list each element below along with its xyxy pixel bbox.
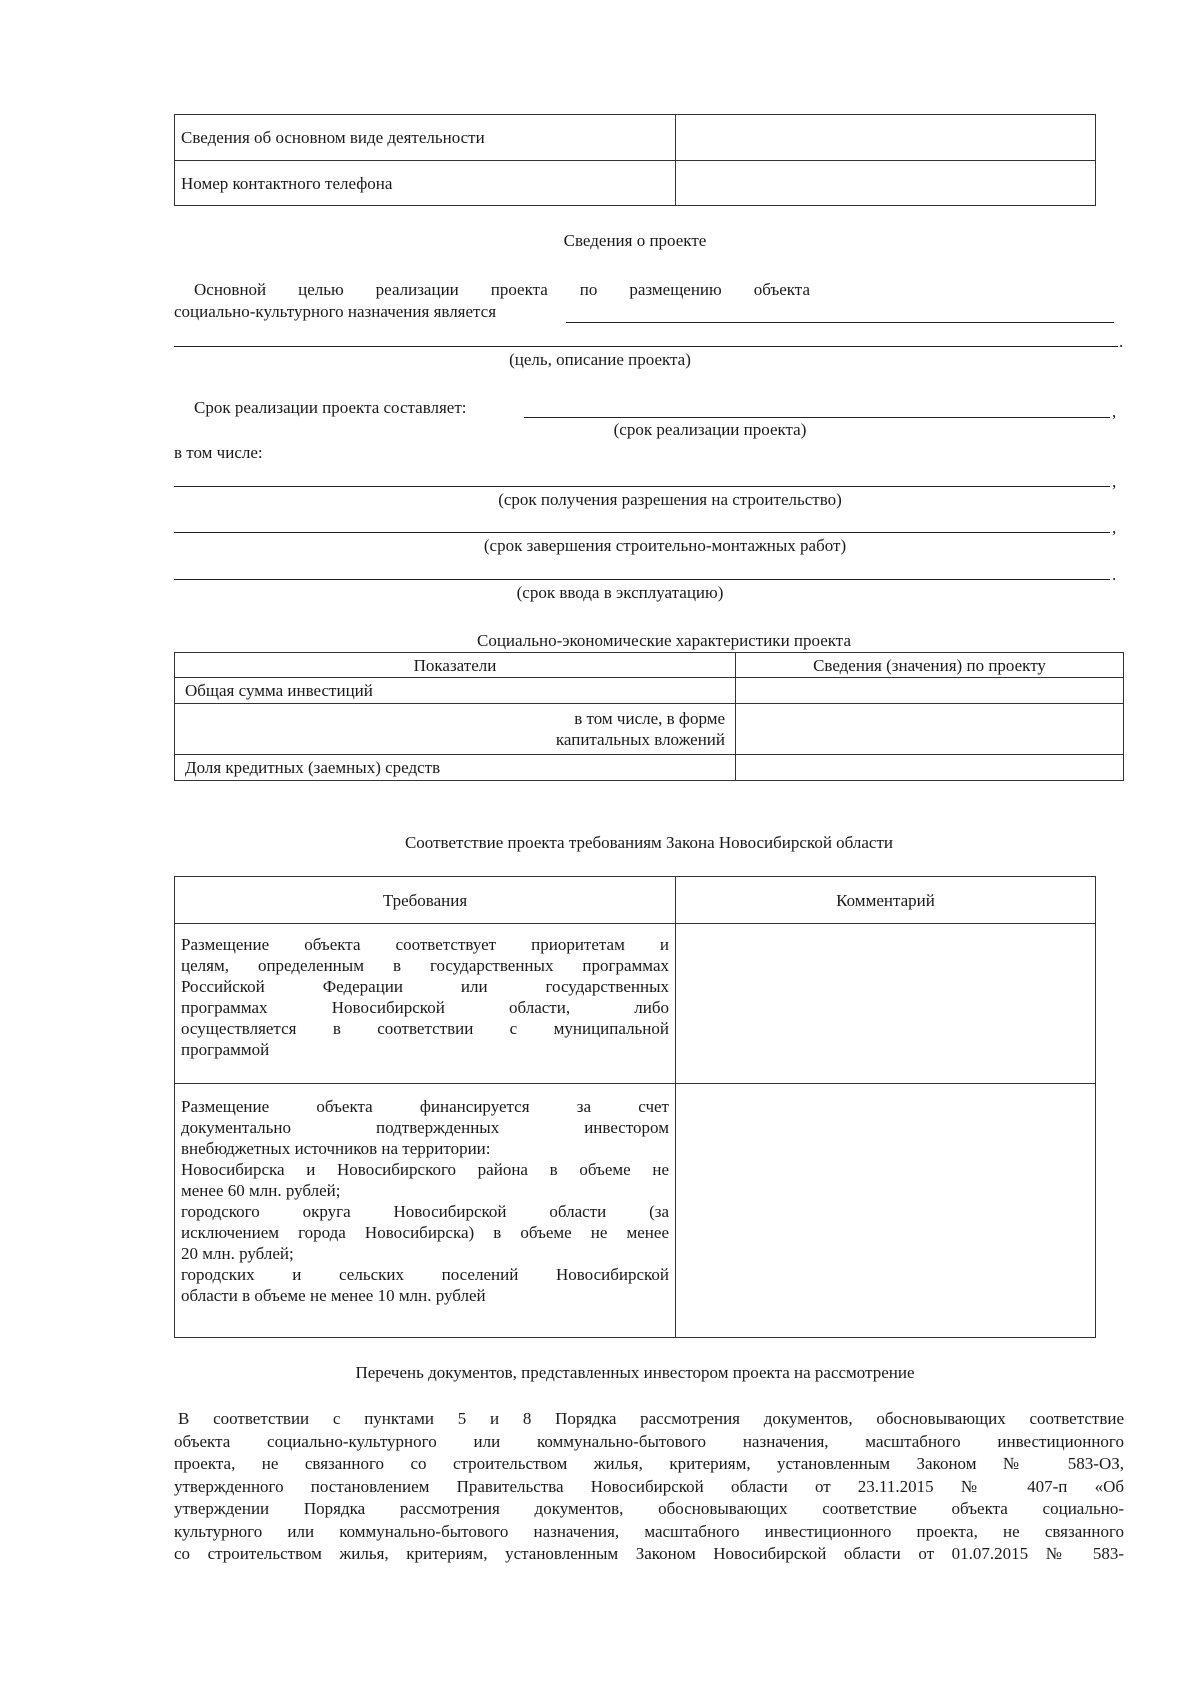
- permit-comma: ,: [1112, 472, 1117, 491]
- permit-caption: (срок получения разрешения на строительство): [498, 490, 842, 509]
- term-caption: (срок реализации проекта): [613, 420, 807, 439]
- documents-line: со строительством жилья, критериям, установленным Законом Новосибирской области от 01.07.2015 № 583-: [174, 1544, 1124, 1563]
- construction-caption: (срок завершения строительно-монтажных работ): [483, 536, 847, 555]
- goal-line2: социально-культурного назначения является: [174, 302, 497, 321]
- socio-row-investments: Общая сумма инвестиций: [175, 678, 736, 704]
- compliance-header-requirements: Требования: [175, 877, 676, 924]
- compliance-header-comment: Комментарий: [676, 877, 1096, 924]
- socio-row-capital-line1: в том числе, в форме: [574, 709, 725, 728]
- commissioning-input-line[interactable]: [174, 579, 1110, 580]
- req2-line: городского округа Новосибирской области (за: [181, 1202, 669, 1221]
- compliance-table-title: Соответствие проекта требованиям Закона Новосибирской области: [404, 833, 894, 852]
- req1-line: целям, определенным в государственных программах: [181, 956, 669, 975]
- socio-row-capital-line2: капитальных вложений: [555, 730, 725, 749]
- req2-line: внебюджетных источников на территории:: [181, 1139, 491, 1158]
- documents-line: проекта, не связанного со строительством жилья, критериям, установленным Законом № 583-ОЗ,: [174, 1454, 1124, 1473]
- activity-value-cell[interactable]: [676, 115, 1096, 161]
- documents-line: культурного или коммунально-бытового назначения, масштабного инвестиционного проекта, не связанного: [174, 1521, 1124, 1541]
- socio-value-credit[interactable]: [736, 755, 1124, 781]
- construction-comma: ,: [1112, 518, 1117, 537]
- documents-title: Перечень документов, представленных инвестором проекта на рассмотрение: [355, 1363, 915, 1382]
- req1-line: Российской Федерации или государственных: [181, 977, 669, 996]
- activity-label: Сведения об основном виде деятельности: [175, 115, 676, 161]
- phone-label: Номер контактного телефона: [175, 161, 676, 206]
- term-comma: ,: [1112, 402, 1117, 421]
- socio-table-title: Социально-экономические характеристики проекта: [477, 631, 851, 650]
- goal-input-line1[interactable]: [566, 322, 1114, 323]
- req1-line: Размещение объекта соответствует приоритетам и: [181, 935, 669, 954]
- req2-line: Новосибирска и Новосибирского района в объеме не: [181, 1160, 669, 1179]
- documents-line: объекта социально-культурного или коммунально-бытового назначения, масштабного инвестиционного: [174, 1431, 1124, 1451]
- requirement-financing: [175, 1084, 676, 1338]
- req2-line: области в объеме не менее 10 млн. рублей: [181, 1286, 486, 1305]
- permit-input-line[interactable]: [174, 486, 1110, 487]
- goal-line1: Основной целью реализации проекта по размещению объекта: [194, 280, 810, 299]
- requirement-priorities: [175, 924, 676, 1084]
- socio-value-investments[interactable]: [736, 678, 1124, 704]
- req1-line: осуществляется в соответствии с муниципальной: [181, 1019, 669, 1038]
- construction-input-line[interactable]: [174, 532, 1110, 533]
- project-heading: Сведения о проекте: [563, 231, 707, 250]
- comment-priorities[interactable]: [676, 924, 1096, 1084]
- socio-row-credit: Доля кредитных (заемных) средств: [175, 755, 736, 781]
- comment-financing[interactable]: [676, 1084, 1096, 1338]
- goal-input-line2[interactable]: [174, 346, 1118, 347]
- req1-line: программой: [181, 1040, 270, 1059]
- term-input-line[interactable]: [524, 417, 1110, 418]
- socio-header-indicators: Показатели: [175, 653, 736, 678]
- req1-line: программах Новосибирской области, либо: [181, 998, 669, 1017]
- req2-line: менее 60 млн. рублей;: [181, 1181, 341, 1200]
- req2-line: документально подтвержденных инвестором: [181, 1118, 669, 1137]
- goal-end-dot: .: [1119, 332, 1124, 351]
- documents-line: утверждении Порядка рассмотрения документов, обосновывающих соответствие объекта социально-: [174, 1499, 1124, 1518]
- commissioning-dot: .: [1112, 565, 1117, 584]
- compliance-table: [174, 876, 1096, 1338]
- phone-value-cell[interactable]: [676, 161, 1096, 206]
- req2-line: 20 млн. рублей;: [181, 1244, 294, 1263]
- req2-line: городских и сельских поселений Новосибирской: [181, 1265, 669, 1284]
- req2-line: исключением города Новосибирска) в объеме не менее: [181, 1223, 669, 1242]
- goal-caption: (цель, описание проекта): [509, 350, 691, 369]
- socio-header-values: Сведения (значения) по проекту: [736, 653, 1124, 678]
- documents-line: В соответствии с пунктами 5 и 8 Порядка рассмотрения документов, обосновывающих соответствие: [178, 1409, 1124, 1428]
- req2-line: Размещение объекта финансируется за счет: [181, 1097, 669, 1116]
- documents-paragraph: [174, 1408, 1124, 1566]
- term-label: Срок реализации проекта составляет:: [194, 398, 467, 417]
- commissioning-caption: (срок ввода в эксплуатацию): [516, 583, 724, 602]
- socio-economic-table: [174, 652, 1124, 781]
- including-label: в том числе:: [174, 443, 263, 462]
- socio-value-capital[interactable]: [736, 704, 1124, 755]
- documents-line: утвержденного постановлением Правительства Новосибирской области от 23.11.2015 № 407-п «Об: [174, 1476, 1124, 1496]
- socio-row-capital: [175, 704, 736, 755]
- activity-contact-table: [174, 114, 1096, 206]
